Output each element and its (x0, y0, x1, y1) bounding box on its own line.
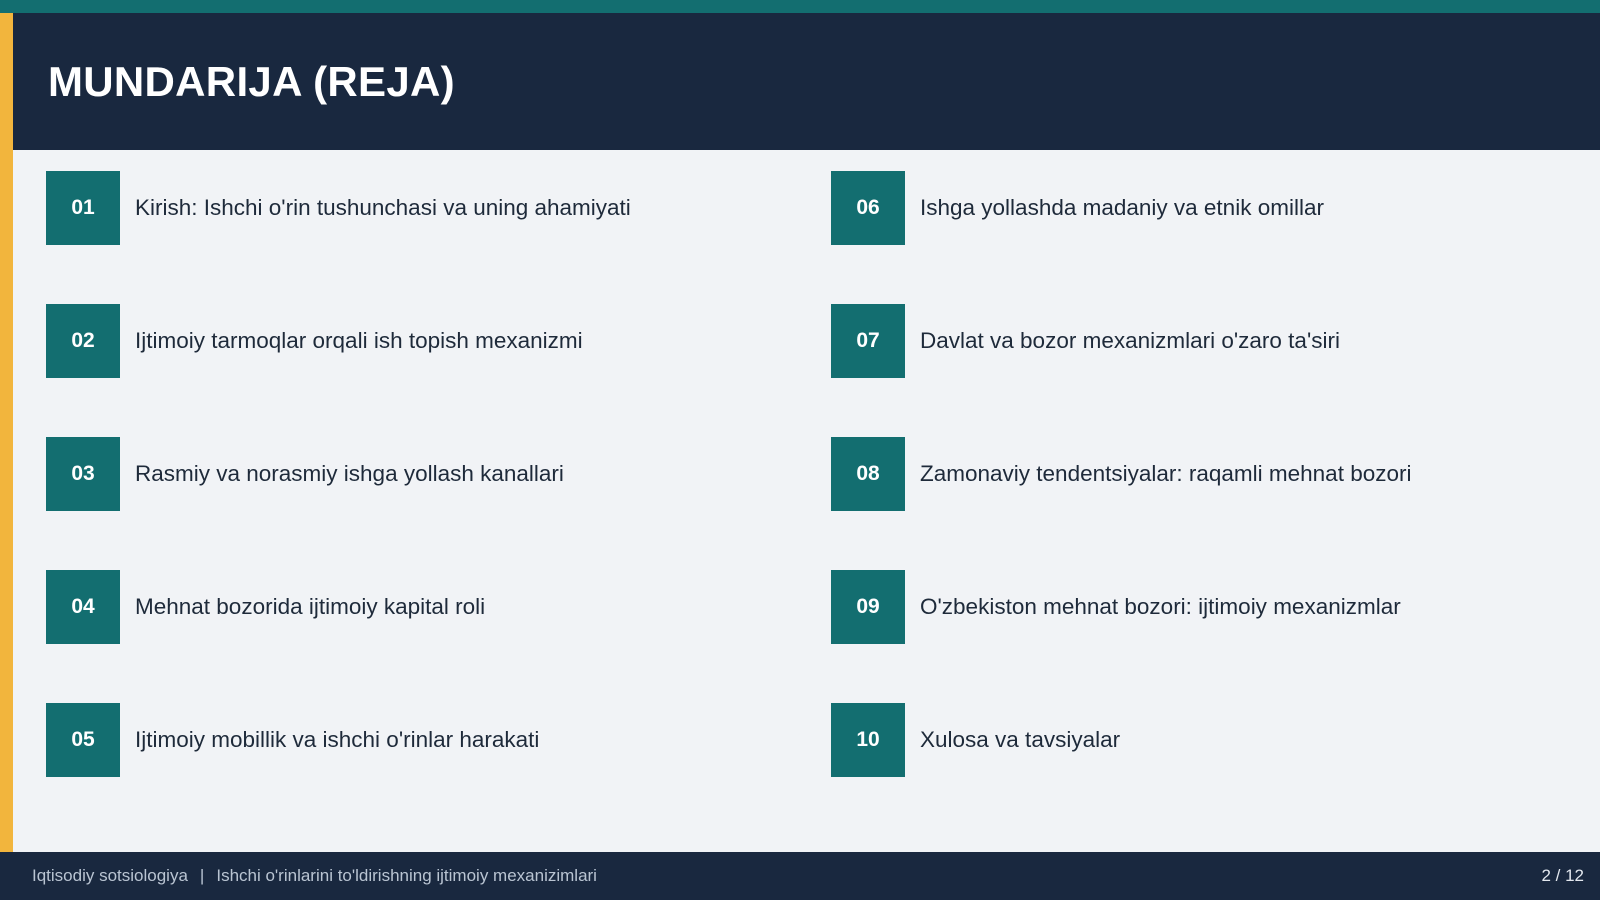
item-label: Xulosa va tavsiyalar (920, 727, 1121, 752)
toc-item-09 (831, 570, 1401, 644)
item-number-badge: 08 (831, 437, 905, 511)
item-label: Kirish: Ishchi o'rin tushunchasi va uning ahamiyati (135, 195, 631, 220)
toc-item-01 (46, 171, 631, 245)
item-number-badge: 03 (46, 437, 120, 511)
toc-item-10 (831, 703, 1120, 777)
item-label: Ijtimoiy tarmoqlar orqali ish topish mexanizmi (135, 328, 583, 353)
footer-topic: Ishchi o'rinlarini to'ldirishning ijtimoiy mexanizimlari (216, 866, 597, 885)
item-number-badge: 02 (46, 304, 120, 378)
item-label: Ijtimoiy mobillik va ishchi o'rinlar harakati (135, 727, 540, 752)
item-label: Ishga yollashda madaniy va etnik omillar (920, 195, 1324, 220)
toc-item-06 (831, 171, 1324, 245)
item-label: Mehnat bozorida ijtimoiy kapital roli (135, 594, 486, 619)
slide-footer (0, 852, 1600, 900)
toc-item-03 (46, 437, 564, 511)
item-number-badge: 10 (831, 703, 905, 777)
toc-item-07 (831, 304, 1340, 378)
item-number-badge: 06 (831, 171, 905, 245)
toc-item-05 (46, 703, 539, 777)
toc-item-08 (831, 437, 1411, 511)
item-label: Rasmiy va norasmiy ishga yollash kanallari (135, 461, 564, 486)
top-accent-stripe (0, 0, 1600, 13)
item-number-badge: 01 (46, 171, 120, 245)
page-number: 2 / 12 (1541, 866, 1584, 885)
item-label: Zamonaviy tendentsiyalar: raqamli mehnat bozori (920, 461, 1412, 486)
item-number-badge: 09 (831, 570, 905, 644)
page-title: MUNDARIJA (REJA) (48, 58, 455, 105)
footer-course-name: Iqtisodiy sotsiologiya (32, 866, 188, 885)
table-of-contents (13, 150, 1600, 852)
item-label: Davlat va bozor mexanizmlari o'zaro ta'siri (920, 328, 1340, 353)
left-accent-bar (0, 13, 13, 852)
item-number-badge: 05 (46, 703, 120, 777)
toc-item-02 (46, 304, 583, 378)
slide-header (13, 13, 1600, 150)
item-number-badge: 07 (831, 304, 905, 378)
footer-separator: | (199, 866, 205, 885)
item-label: O'zbekiston mehnat bozori: ijtimoiy mexanizmlar (920, 594, 1401, 619)
item-number-badge: 04 (46, 570, 120, 644)
toc-item-04 (46, 570, 485, 644)
footer-caption (32, 866, 597, 886)
